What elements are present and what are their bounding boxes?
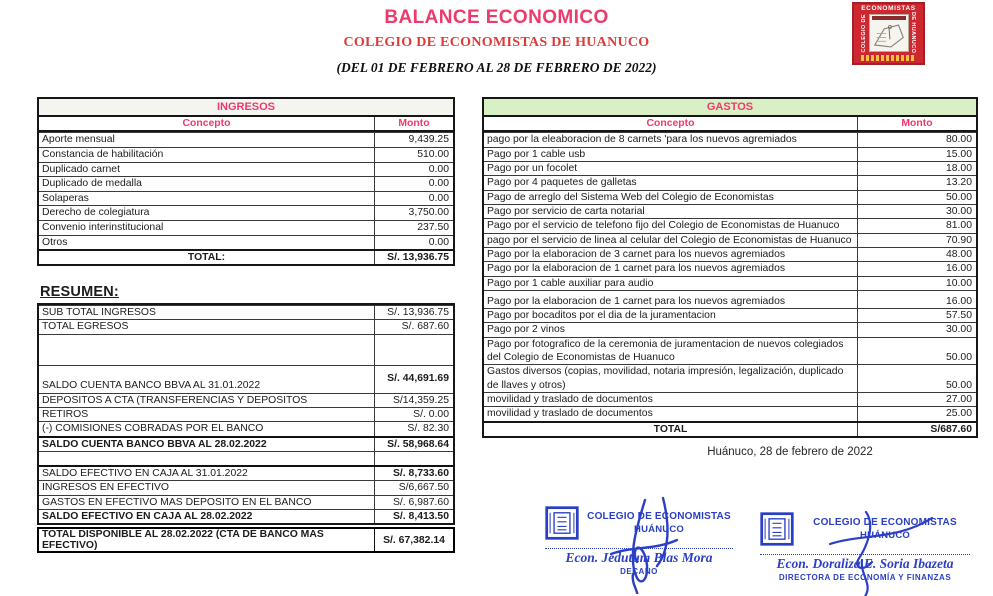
table-row bbox=[484, 204, 976, 218]
stamp-org-name: COLEGIO DE ECONOMISTAS bbox=[813, 516, 957, 528]
table-row bbox=[39, 162, 453, 177]
table-row bbox=[39, 191, 453, 206]
monto-cell: 0.00 bbox=[374, 177, 453, 191]
ingresos-table-body bbox=[37, 132, 455, 251]
ingresos-table bbox=[37, 97, 455, 266]
resumen-row bbox=[39, 480, 453, 494]
table-row bbox=[484, 261, 976, 275]
document-header bbox=[0, 7, 993, 76]
resumen-heading: RESUMEN: bbox=[40, 284, 119, 300]
report-period: (DEL 01 DE FEBRERO AL 28 DE FEBRERO DE 2022) bbox=[336, 60, 657, 75]
table-row bbox=[484, 190, 976, 204]
ingresos-total-value: S/. 13,936.75 bbox=[374, 251, 453, 264]
table-row bbox=[484, 276, 976, 290]
monto-cell: 27.00 bbox=[857, 393, 976, 406]
monto-cell: 50.00 bbox=[857, 365, 976, 392]
ingresos-table-header bbox=[37, 117, 455, 132]
table-row bbox=[484, 392, 976, 406]
concepto-cell: Pago de arreglo del Sistema Web del Colegio de Economistas bbox=[487, 191, 774, 203]
monto-cell: 0.00 bbox=[374, 163, 453, 177]
stamp-emblem-icon bbox=[545, 506, 579, 540]
signer-role: DIRECTORA DE ECONOMÍA Y FINANZAS bbox=[778, 573, 952, 582]
date-line: Huánuco, 28 de febrero de 2022 bbox=[707, 446, 873, 458]
ingresos-col-concepto: Concepto bbox=[182, 118, 231, 130]
table-row bbox=[484, 132, 976, 146]
table-row bbox=[39, 132, 453, 147]
monto-cell: 25.00 bbox=[857, 407, 976, 420]
resumen-label-cell: RETIROS bbox=[42, 408, 89, 420]
table-row bbox=[484, 364, 976, 392]
resumen-label-cell: SALDO CUENTA BANCO BBVA AL 28.02.2022 bbox=[42, 438, 267, 450]
concepto-cell: Duplicado de medalla bbox=[42, 178, 142, 190]
resumen-value-cell: S/. 58,968.64 bbox=[374, 438, 453, 451]
gastos-table-title: GASTOS bbox=[482, 97, 978, 117]
gastos-total-value: S/687.60 bbox=[857, 423, 976, 436]
logo-top-text: ECONOMISTAS bbox=[861, 5, 916, 12]
gastos-table-body bbox=[482, 132, 978, 422]
concepto-cell: Pago por fotografico de la ceremonia de juramentacion de nuevos colegiados del Colegio de Economistas de Huanuco bbox=[487, 338, 844, 364]
monto-cell: 48.00 bbox=[857, 248, 976, 261]
monto-cell: 57.50 bbox=[857, 309, 976, 322]
monto-cell: 16.00 bbox=[857, 291, 976, 308]
concepto-cell: Convenio interinstitucional bbox=[42, 221, 164, 233]
resumen-row bbox=[39, 334, 453, 365]
monto-cell: 10.00 bbox=[857, 277, 976, 290]
monto-cell: 30.00 bbox=[857, 323, 976, 336]
monto-cell: 81.00 bbox=[857, 219, 976, 232]
stamp-emblem-icon bbox=[760, 512, 794, 546]
colegio-economistas-logo bbox=[852, 2, 925, 65]
table-row bbox=[39, 205, 453, 220]
concepto-cell: Pago por 1 cable auxiliar para audio bbox=[487, 277, 654, 289]
resumen-row bbox=[39, 436, 453, 451]
monto-cell: 237.50 bbox=[374, 221, 453, 235]
monto-cell: 0.00 bbox=[374, 236, 453, 250]
resumen-value-cell: S/6,667.50 bbox=[374, 481, 453, 494]
table-row bbox=[39, 147, 453, 162]
resumen-row bbox=[39, 465, 453, 480]
gastos-table-header bbox=[482, 117, 978, 132]
monto-cell: 50.00 bbox=[857, 191, 976, 204]
table-row bbox=[484, 308, 976, 322]
resumen-row bbox=[39, 509, 453, 523]
concepto-cell: pago por el servicio de linea al celular del Colegio de Economistas de Huanuco bbox=[487, 234, 852, 246]
monto-cell: 0.00 bbox=[374, 192, 453, 206]
ingresos-table-title: INGRESOS bbox=[37, 97, 455, 117]
table-row bbox=[484, 406, 976, 420]
resumen-value-cell: S/. 8,733.60 bbox=[374, 467, 453, 480]
resumen-label-cell: TOTAL EGRESOS bbox=[42, 321, 129, 333]
ingresos-total-label: TOTAL: bbox=[187, 252, 226, 264]
monto-cell: 50.00 bbox=[857, 338, 976, 365]
concepto-cell: Derecho de colegiatura bbox=[42, 207, 150, 219]
resumen-value-cell: S/. 687.60 bbox=[374, 320, 453, 333]
logo-left-text: COLEGIO DE bbox=[861, 13, 867, 53]
resumen-label-cell: INGRESOS EN EFECTIVO bbox=[42, 482, 170, 494]
signature-block-decano bbox=[545, 506, 733, 576]
concepto-cell: movilidad y traslado de documentos bbox=[487, 408, 653, 420]
resumen-value-cell: S/. 44,691.69 bbox=[374, 366, 453, 393]
gastos-col-concepto: Concepto bbox=[646, 118, 695, 130]
gastos-table bbox=[482, 97, 978, 438]
monto-cell: 80.00 bbox=[857, 133, 976, 146]
signer-role: DECANO bbox=[620, 567, 658, 576]
monto-cell: 510.00 bbox=[374, 148, 453, 162]
concepto-cell: Pago por un focolet bbox=[487, 163, 578, 175]
resumen-label-cell: GASTOS EN EFECTIVO MAS DEPOSITO EN EL BANCO bbox=[42, 496, 312, 508]
stamp-city: HUÁNUCO bbox=[634, 523, 684, 535]
stamp-org-name: COLEGIO DE ECONOMISTAS bbox=[587, 510, 731, 522]
monto-cell: 70.90 bbox=[857, 234, 976, 247]
concepto-cell: Pago por la elaboracion de 1 carnet para los nuevos agremiados bbox=[487, 263, 786, 275]
signer-name: Econ. Doraliza E. Soria Ibazeta bbox=[760, 554, 970, 572]
concepto-cell: Aporte mensual bbox=[42, 134, 115, 146]
resumen-row bbox=[39, 421, 453, 435]
resumen-value-cell: S/. 0.00 bbox=[374, 408, 453, 421]
concepto-cell: pago por la eleaboracion de 8 carnets 'para los nuevos agremiados bbox=[487, 134, 797, 146]
concepto-cell: Pago por la elaboracion de 1 carnet para los nuevos agremiados bbox=[487, 295, 786, 307]
concepto-cell: Gastos diversos (copias, movilidad, notaria impresión, legalización, duplicado de llaves y otros) bbox=[487, 366, 844, 391]
monto-cell: 9,439.25 bbox=[374, 133, 453, 147]
resumen-row bbox=[39, 495, 453, 509]
resumen-label-cell: SALDO CUENTA BANCO BBVA AL 31.01.2022 bbox=[42, 380, 261, 392]
table-row bbox=[484, 161, 976, 175]
monto-cell: 3,750.00 bbox=[374, 206, 453, 220]
concepto-cell: Solaperas bbox=[42, 192, 89, 204]
signature-block-directora bbox=[760, 512, 970, 582]
stamp-city: HUÁNUCO bbox=[860, 529, 910, 541]
resumen-row bbox=[39, 305, 453, 319]
concepto-cell: Constancia de habilitación bbox=[42, 148, 164, 160]
monto-cell: 15.00 bbox=[857, 148, 976, 161]
monto-cell: 13.20 bbox=[857, 176, 976, 189]
organization-name: COLEGIO DE ECONOMISTAS DE HUANUCO bbox=[343, 35, 650, 50]
concepto-cell: Otros bbox=[42, 236, 68, 248]
table-row bbox=[484, 290, 976, 308]
resumen-row bbox=[39, 451, 453, 465]
resumen-value-cell: S/. 13,936.75 bbox=[374, 306, 453, 319]
resumen-value-cell: S/. 8,413.50 bbox=[374, 510, 453, 523]
monto-cell: 18.00 bbox=[857, 162, 976, 175]
signer-name: Econ. Jedutum Blas Mora bbox=[545, 548, 733, 566]
resumen-value-cell bbox=[374, 335, 453, 365]
concepto-cell: Pago por servicio de carta notarial bbox=[487, 205, 645, 217]
logo-right-text: DE HUANUCO bbox=[910, 12, 916, 54]
monto-cell: 30.00 bbox=[857, 205, 976, 218]
resumen-value-cell: S/. 82.30 bbox=[374, 422, 453, 435]
resumen-value-cell: S/14,359.25 bbox=[374, 394, 453, 407]
resumen-label-cell: SALDO EFECTIVO EN CAJA AL 28.02.2022 bbox=[42, 510, 253, 522]
gastos-col-monto: Monto bbox=[857, 117, 976, 130]
table-row bbox=[484, 247, 976, 261]
logo-bottom-band bbox=[861, 55, 916, 61]
resumen-row bbox=[39, 365, 453, 393]
resumen-value-cell: S/. 6,987.60 bbox=[374, 496, 453, 509]
table-row bbox=[484, 175, 976, 189]
resumen-label-cell: SALDO EFECTIVO EN CAJA AL 31.01.2022 bbox=[42, 467, 248, 479]
concepto-cell: Pago por la elaboracion de 3 carnet para los nuevos agremiados bbox=[487, 248, 786, 260]
total-disponible-label: TOTAL DISPONIBLE AL 28.02.2022 (CTA DE BANCO MAS EFECTIVO) bbox=[42, 529, 324, 551]
table-row bbox=[484, 218, 976, 232]
page-title: BALANCE ECONOMICO bbox=[384, 7, 609, 28]
table-row bbox=[484, 322, 976, 336]
concepto-cell: movilidad y traslado de documentos bbox=[487, 394, 653, 406]
table-row bbox=[39, 220, 453, 235]
concepto-cell: Duplicado carnet bbox=[42, 163, 120, 175]
gastos-total-label: TOTAL bbox=[653, 423, 688, 435]
logo-map-sketch-icon bbox=[870, 20, 908, 51]
monto-cell: 16.00 bbox=[857, 262, 976, 275]
resumen-label-cell: SUB TOTAL INGRESOS bbox=[42, 307, 156, 318]
resumen-row bbox=[39, 319, 453, 333]
ingresos-col-monto: Monto bbox=[374, 117, 453, 130]
logo-emblem-icon bbox=[869, 14, 909, 52]
table-row bbox=[484, 337, 976, 365]
total-disponible-box bbox=[37, 527, 455, 553]
resumen-label-cell: DEPOSITOS A CTA (TRANSFERENCIAS Y DEPOSITOS bbox=[42, 394, 308, 406]
concepto-cell: Pago por el servicio de telefono fijo del Colegio de Economistas de Huanuco bbox=[487, 220, 840, 232]
resumen-label-cell: (-) COMISIONES COBRADAS POR EL BANCO bbox=[42, 423, 264, 435]
concepto-cell: Pago por 1 cable usb bbox=[487, 148, 586, 160]
table-row bbox=[484, 233, 976, 247]
resumen-row bbox=[39, 393, 453, 407]
gastos-total-row bbox=[482, 423, 978, 438]
concepto-cell: Pago por 2 vinos bbox=[487, 324, 565, 336]
table-row bbox=[39, 176, 453, 191]
resumen-table bbox=[37, 303, 455, 525]
concepto-cell: Pago por bocaditos por el dia de la juramentacion bbox=[487, 310, 716, 322]
table-row bbox=[484, 147, 976, 161]
concepto-cell: Pago por 4 paquetes de galletas bbox=[487, 177, 637, 189]
resumen-row bbox=[39, 407, 453, 421]
ingresos-total-row bbox=[37, 251, 455, 266]
resumen-value-cell bbox=[374, 452, 453, 465]
total-disponible-value: S/. 67,382.14 bbox=[374, 529, 453, 551]
table-row bbox=[39, 235, 453, 250]
